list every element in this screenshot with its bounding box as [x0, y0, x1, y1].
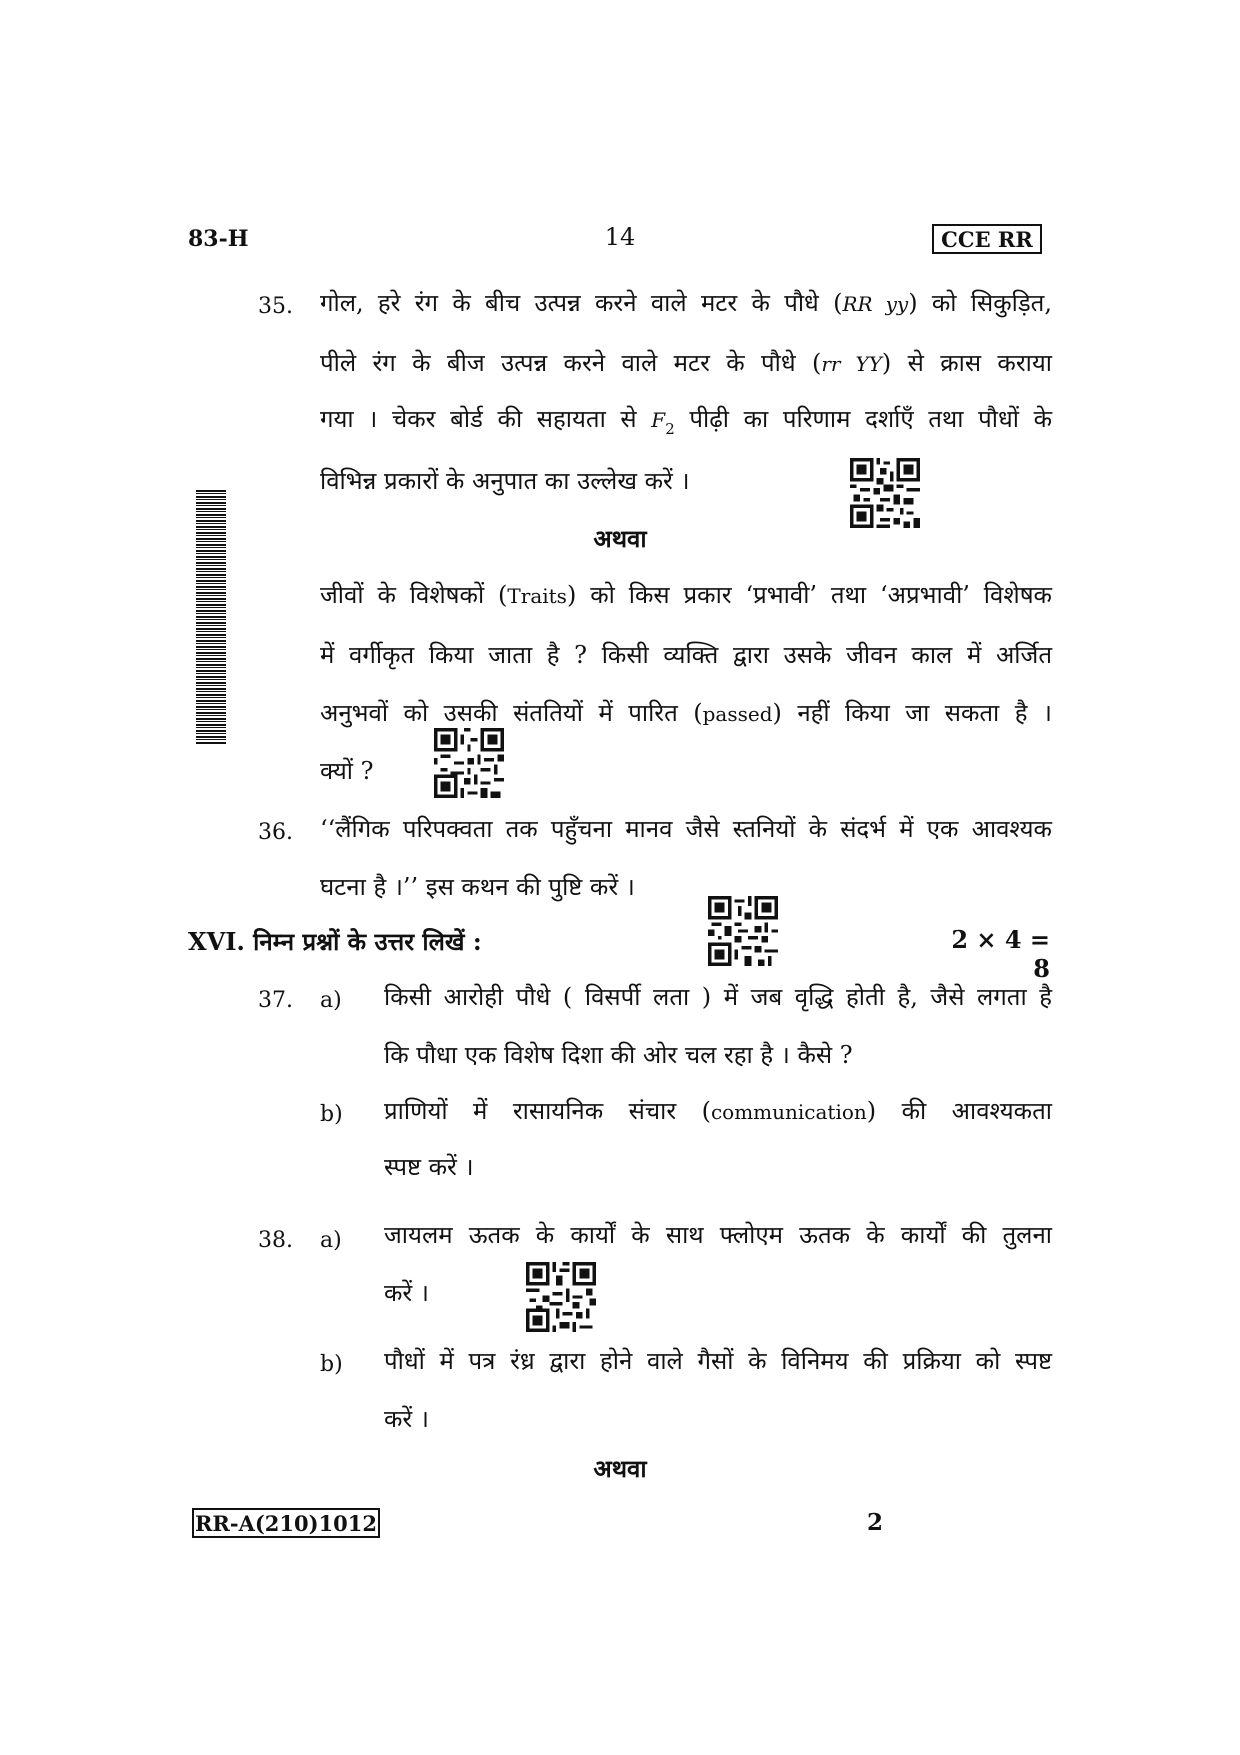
q35-alt-line3: अनुभवों को उसकी संततियों में पारित (passed) नहीं किया जा सकता है । [320, 699, 1052, 727]
page-number: 14 [604, 223, 636, 251]
q38b-line2: करें । [384, 1405, 429, 1433]
q35-line2: पीले रंग के बीज उत्पन्न करने वाले मटर के पौधे (rr YY) से क्रास कराया [320, 349, 1053, 377]
section-title: XVI. निम्न प्रश्नों के उत्तर लिखें : [188, 927, 482, 956]
footer-sheet-number: 2 [866, 1509, 883, 1536]
q38a-line1: जायलम ऊतक के कार्यों के साथ फ्लोएम ऊतक के कार्यों की तुलना [384, 1221, 1052, 1249]
q37-number: 37. [258, 988, 293, 1013]
q37a-line2: कि पौधा एक विशेष दिशा की ओर चल रहा है । कैसे ? [384, 1041, 853, 1069]
section-marks: 2 × 4 = 8 [951, 925, 1050, 983]
q38-number: 38. [258, 1228, 293, 1253]
footer-code-box: RR-A(210)1012 [192, 1508, 380, 1538]
q35-line1: गोल, हरे रंग के बीच उत्पन्न करने वाले मटर के पौधे (RR yy) को सिकुड़ित, [320, 289, 1052, 317]
qr-code-icon [850, 458, 920, 528]
q35-line3: गया । चेकर बोर्ड की सहायता से $F_2$ पीढ़ी का परिणाम दर्शाएँ तथा पौधों के [320, 405, 1053, 438]
q37b-line2: स्पष्ट करें । [384, 1153, 474, 1181]
q35-alt-line2: में वर्गीकृत किया जाता है ? किसी व्यक्ति द्वारा उसके जीवन काल में अर्जित [320, 641, 1052, 669]
q35-alt-line4: क्यों ? [320, 757, 374, 785]
q37b-label: b) [320, 1102, 343, 1127]
q37b-line1: प्राणियों में रासायनिक संचार (communication) की आवश्यकता [384, 1097, 1052, 1125]
qr-code-icon [434, 728, 504, 798]
q37a-line1: किसी आरोही पौधे ( विसर्पी लता ) में जब वृद्धि होती है, जैसे लगता है [384, 983, 1052, 1011]
q36-line2: घटना है ।’’ इस कथन की पुष्टि करें । [320, 873, 635, 901]
q38a-label: a) [320, 1228, 342, 1253]
q38a-line2: करें । [384, 1279, 429, 1307]
q38-or-label: अथवा [593, 1454, 647, 1483]
q38b-label: b) [320, 1352, 343, 1377]
q35-number: 35. [258, 294, 293, 319]
q37a-label: a) [320, 988, 342, 1013]
q35-or-label: अथवा [593, 524, 647, 553]
series-box: CCE RR [932, 224, 1042, 254]
qr-code-icon [526, 1262, 596, 1332]
paper-code: 83-H [188, 226, 249, 252]
qr-code-icon [708, 896, 778, 966]
q38b-line1: पौधों में पत्र रंध्र द्वारा होने वाले गैसों के विनिमय की प्रक्रिया को स्पष्ट [384, 1347, 1052, 1375]
q35-line4: विभिन्न प्रकारों के अनुपात का उल्लेख करें । [320, 467, 690, 495]
q36-number: 36. [258, 820, 293, 845]
q36-line1: ‘‘लैंगिक परिपक्वता तक पहुँचना मानव जैसे स्तनियों के संदर्भ में एक आवश्यक [320, 815, 1052, 843]
q35-alt-line1: जीवों के विशेषकों (Traits) को किस प्रकार ‘प्रभावी’ तथा ‘अप्रभावी’ विशेषक [320, 581, 1052, 609]
